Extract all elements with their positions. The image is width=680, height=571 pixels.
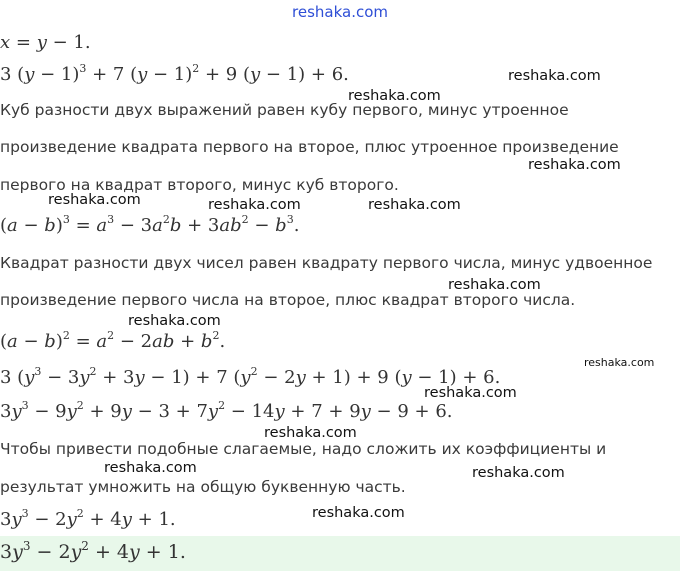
watermark: reshaka.com: [368, 197, 461, 213]
cube-rule-text-line3: первого на квадрат второго, минус куб второго.: [0, 176, 399, 194]
expression-brackets-opened: $3y^3 - 9y^2 + 9y - 3 + 7y^2 - 14y + 7 + 9y - 9 + 6$.: [0, 399, 453, 422]
like-terms-text-line1: Чтобы привести подобные слагаемые, надо сложить их коэффициенты и: [0, 440, 607, 458]
watermark: reshaka.com: [128, 313, 221, 329]
like-terms-text-line2: результат умножить на общую буквенную часть.: [0, 478, 406, 496]
watermark: reshaka.com: [528, 157, 621, 173]
watermark: reshaka.com: [312, 505, 405, 521]
equation-substitution: x = y − 1.: [0, 32, 91, 53]
watermark: reshaka.com: [264, 425, 357, 441]
formula-difference-cube: $(a - b)^3 = a^3 - 3a^2b + 3ab^2 - b^3$.: [0, 213, 300, 236]
formula-difference-square: $(a - b)^2 = a^2 - 2ab + b^2$.: [0, 329, 226, 352]
watermark: reshaka.com: [424, 385, 517, 401]
expression-expanded: 3 $(y^3 - 3y^2 + 3y - 1) + 7$ $(y^2 - 2y + 1) + 9$ (y − 1) + 6.: [0, 365, 501, 388]
cube-rule-text-line1: Куб разности двух выражений равен кубу первого, минус утроенное: [0, 101, 569, 119]
cube-rule-text-line2: произведение квадрата первого на второе, плюс утроенное произведение: [0, 138, 619, 156]
answer-text: $3y^3 - 2y^2 + 4y + 1$.: [0, 539, 186, 563]
expression-original: 3 $(y - 1)^3 + 7$ $(y - 1)^2 + 9$ (y − 1) + 6.: [0, 62, 349, 85]
watermark: reshaka.com: [104, 460, 197, 476]
watermark: reshaka.com: [208, 197, 301, 213]
site-header[interactable]: reshaka.com: [292, 3, 388, 21]
watermark: reshaka.com: [508, 68, 601, 84]
watermark: reshaka.com: [448, 277, 541, 293]
watermark: reshaka.com: [584, 356, 655, 369]
watermark: reshaka.com: [48, 192, 141, 208]
watermark: reshaka.com: [472, 465, 565, 481]
expression-result: $3y^3 - 2y^2 + 4y + 1$.: [0, 507, 176, 530]
watermark: reshaka.com: [348, 88, 441, 104]
square-rule-text-line2: произведение первого числа на второе, плюс квадрат второго числа.: [0, 291, 576, 309]
square-rule-text-line1: Квадрат разности двух чисел равен квадрату первого числа, минус удвоенное: [0, 254, 653, 272]
